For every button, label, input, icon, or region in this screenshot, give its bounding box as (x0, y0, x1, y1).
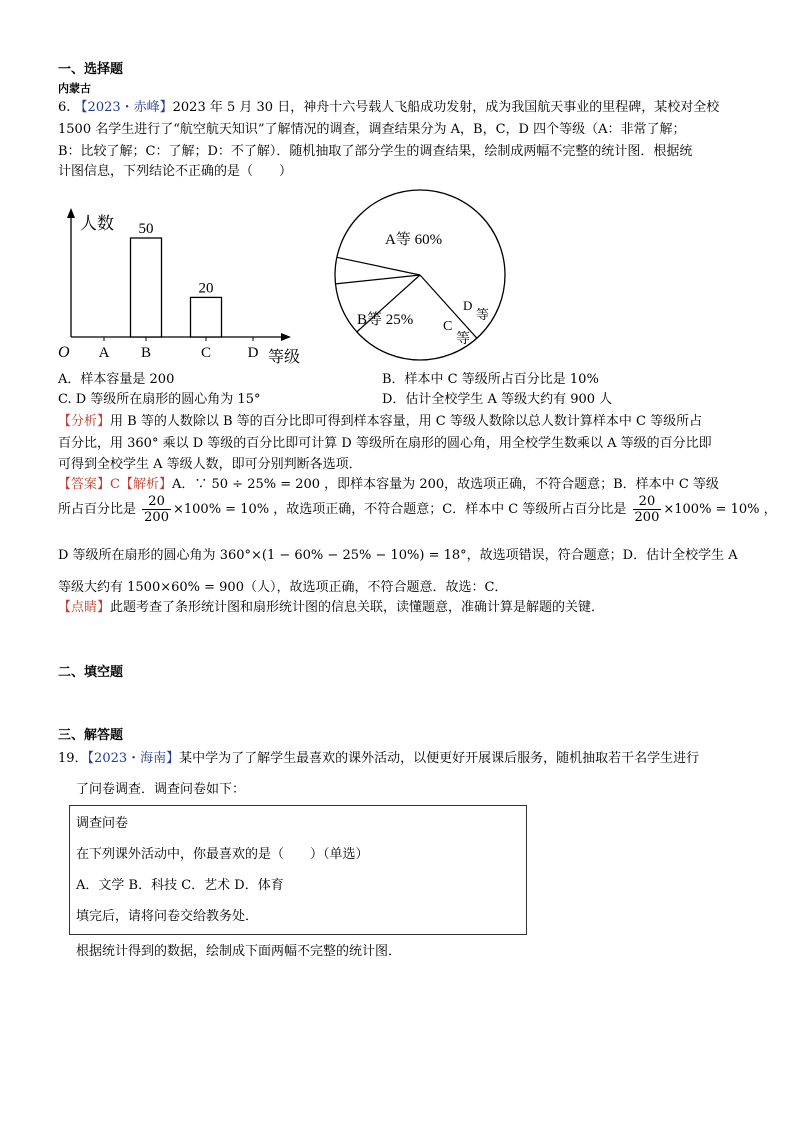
question-source: 【2023・赤峰】 (74, 100, 173, 115)
stem-text: 2023 年 5 月 30 日，神舟十六号载人飞船成功发射，成为我国航天事业的里程碑，某校对全校 (172, 100, 720, 115)
survey-choices: A．文学 B．科技 C．艺术 D．体育 (76, 878, 284, 893)
analysis-label: 【分析】 (58, 414, 111, 429)
question-6-stem-line3: B：比较了解；C：了解；D：不了解）．随机抽取了部分学生的调查结果，绘制成两幅不完整的统计图．根据统 (58, 144, 693, 159)
question-19-stem-line2: 了问卷调查．调查问卷如下： (76, 782, 246, 797)
pie-chart-slices (335, 190, 505, 360)
region-label: 内蒙古 (58, 82, 91, 95)
question-source: 【2023・海南】 (87, 751, 180, 766)
question-6-stem-line2: 1500 名学生进行了“航空航天知识”了解情况的调查，调查结果分为 A，B，C，D 四个等级（A：非常了解； (58, 122, 686, 137)
pie-slice-label: D (463, 298, 473, 313)
bar-value-label: 20 (198, 280, 214, 297)
point-text: 此题考查了条形统计图和扇形统计图的信息关联，读懂题意，准确计算是解题的关键． (110, 600, 605, 615)
origin-label: O (58, 344, 70, 361)
bar (191, 297, 222, 337)
pie-slice-label: 等 (476, 307, 490, 322)
question-6-stem-line1 (58, 98, 719, 118)
fraction-denominator: 200 (634, 510, 660, 525)
stem-text: 某中学为了了解学生最喜欢的课外活动，以便更好开展课后服务，随机抽取若干名学生进行 (179, 751, 700, 766)
option-a: A．样本容量是 200 (58, 372, 175, 387)
solution-line3 (58, 546, 738, 566)
x-axis-label: 等级 (268, 349, 301, 366)
y-axis-arrow (67, 208, 75, 218)
fraction-numerator: 20 (142, 494, 171, 510)
x-tick-label: D (247, 345, 259, 361)
solution-line1 (58, 475, 719, 495)
analysis-line1 (58, 412, 702, 432)
solution-line4: 等级大约有 1500×60% = 900（人），故选项正确，不符合题意．故选：C． (58, 580, 508, 595)
pie-slice-label: A等 60% (385, 232, 443, 248)
bar-value-label: 50 (138, 221, 154, 237)
question-6-stem-line4: 计图信息，下列结论不正确的是（ ） (58, 164, 293, 179)
x-tick-label: A (98, 345, 110, 361)
option-d: D．估计全校学生 A 等级大约有 900 人 (382, 392, 613, 407)
section-heading-answer: 三、解答题 (58, 728, 124, 743)
x-tick-label: B (140, 345, 152, 361)
analysis-line2: 百分比，用 360° 乘以 D 等级的百分比即可计算 D 等级所在扇形的圆心角，用全校学生数乘以 A 等级的百分比即 (58, 436, 712, 451)
survey-question: 在下列课外活动中，你最喜欢的是（ ）（单选） (76, 847, 369, 862)
point-label: 【点睛】 (58, 600, 111, 615)
bar-chart-labels (58, 214, 300, 366)
section-heading-choice: 一、选择题 (58, 62, 124, 77)
point-line (58, 598, 604, 618)
survey-footer: 填完后，请将问卷交给教务处． (76, 909, 259, 924)
pie-slice-label: B等 25% (357, 312, 414, 328)
bar-chart (55, 200, 310, 370)
question-19-after-text: 根据统计得到的数据，绘制成下面两幅不完整的统计图． (76, 944, 402, 959)
fraction-denominator: 200 (144, 510, 169, 525)
solution-text: ×100% = 10% ， (663, 502, 777, 517)
fraction (142, 494, 171, 525)
question-number: 6. (58, 100, 71, 115)
solution-text: 所占百分比是 (58, 502, 137, 517)
analysis-text: 用 B 等的人数除以 B 等的百分比即可得到样本容量，用 C 等级人数除以总人数计算样本中 C 等级所占 (110, 414, 703, 429)
pie-slice-label: 等 (456, 332, 470, 347)
question-19-stem-line1 (58, 749, 699, 769)
option-c: C. D 等级所在扇形的圆心角为 15° (58, 392, 261, 407)
solution-text: D 等级所在扇形的圆心角为 360°×(1 − 60% − 25% − 10%) = 18° (58, 548, 467, 563)
pie-slice-label: C (443, 319, 453, 334)
option-b: B．样本中 C 等级所占百分比是 10% (382, 372, 599, 387)
bar (131, 238, 162, 337)
solution-text: ，故选项错误，符合题意；D．估计全校学生 A (466, 548, 738, 563)
solution-label: 【解析】 (119, 477, 172, 492)
solution-text: ×100% = 10% ，故选项正确，不符合题意；C．样本中 C 等级所占百分比是 (172, 502, 627, 517)
fraction (633, 494, 662, 525)
x-tick-label: C (200, 345, 212, 361)
solution-text: A．∵ 50 ÷ 25% = 200 ，即样本容量为 200，故选项正确，不符合题意；B．样本中 C 等级 (171, 477, 719, 492)
fraction-numerator: 20 (633, 494, 662, 510)
pie-chart (325, 188, 515, 364)
y-axis-label: 人数 (80, 214, 114, 233)
analysis-line3: 可得到全校学生 A 等级人数，即可分别判断各选项． (58, 457, 362, 472)
question-number: 19． (58, 751, 88, 766)
answer-label: 【答案】C (58, 477, 120, 492)
survey-title: 调查问卷 (76, 816, 129, 831)
section-heading-fill: 二、填空题 (58, 665, 124, 680)
x-axis-arrow (281, 333, 291, 341)
solution-line2 (58, 494, 777, 525)
